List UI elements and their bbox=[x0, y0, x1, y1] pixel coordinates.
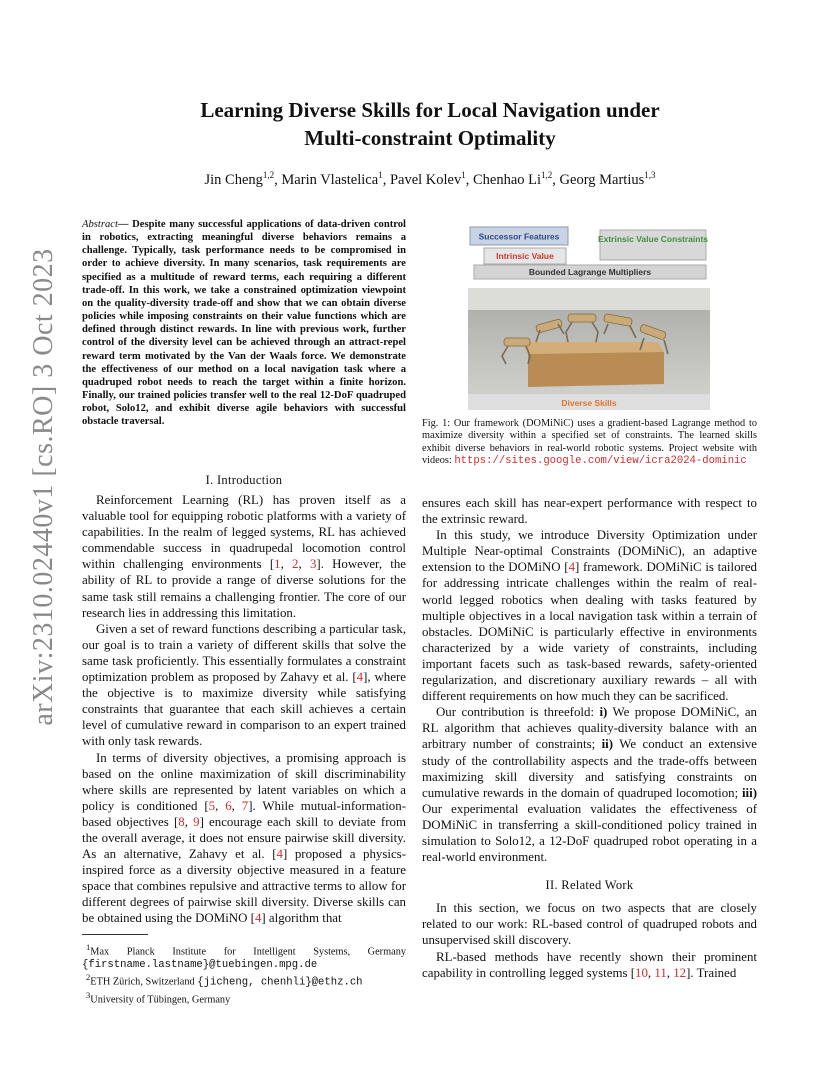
paragraph: RL-based methods have recently shown their prominent capability in controlling legged systems [10, 11, 12]. Trained bbox=[422, 949, 757, 980]
paper-title bbox=[100, 96, 760, 152]
photo-background-wall bbox=[468, 288, 710, 310]
intro-right-column bbox=[422, 495, 757, 981]
abstract-text: — Despite many successful applications of data-driven control in robotics, extracting meaningful diverse behaviors remains a challenge. Typically, task performance needs to be compromised in order to achieve diversity. In many scenarios, task requirements are specified as a multitude of reward terms, each requiring a different trade-off. In this work, we take a constrained optimization viewpoint on the quality-diversity trade-off and show that we can obtain diverse policies while imposing constraints on their value functions which are defined through distinct rewards. In line with previous work, further control of the diversity level can be achieved through an attract-repel reward term motivated by the Van der Waals force. We demonstrate the effectiveness of our method on a local navigation task where a quadruped robot needs to reach the target within a finite horizon. Finally, our trained policies transfer well to the real 12-DoF quadruped robot, Solo12, and exhibit diverse agile behaviors with successful obstacle traversal. bbox=[82, 219, 406, 428]
paragraph: In terms of diversity objectives, a promising approach is based on the online maximization of skill discriminability where skills are represented by latent variables on which a policy is conditioned [5, 6, 7]. While mutual-information-based objectives [8, 9] encourage each skill to deviate from the overall average, it does not ensure pairwise skill diversity. As an alternative, Zahavy et al. [4] proposed a physics-inspired force as a diversity objective measured in a feature space that combines repulsive and attractive terms to allow for different degrees of pairwise skill diversity. Diverse skills can be obtained using the DOMiNO [4] algorithm that bbox=[82, 750, 406, 926]
caption-text: Fig. 1: Our framework (DOMiNiC) uses a gradient-based Lagrange method to maximize diversity within a specified set of constraints. The learned skills exhibit diverse behaviors in real-world robotic systems. Project website with videos: bbox=[422, 418, 757, 467]
abstract-label: Abstract bbox=[82, 219, 118, 230]
extrinsic-value-label: Extrinsic Value Constraints bbox=[597, 234, 709, 244]
intrinsic-value-label: Intrinsic Value bbox=[496, 251, 554, 261]
section-heading-related-work: II. Related Work bbox=[545, 878, 634, 893]
obstacle-box-front bbox=[528, 352, 664, 387]
footnote-email: {jicheng, chenhli}@ethz.ch bbox=[197, 976, 363, 989]
author-affiliation: 1,2 bbox=[262, 170, 275, 180]
author-affiliation: 1,2 bbox=[541, 170, 553, 180]
author-list: Jin Cheng$^{1,2}$, Marin Vlastelica$^1$, Pavel Kolev$^1$, Chenhao Li$^{1,2}$, Georg Martius$^{1,3}$ bbox=[204, 170, 656, 188]
footnote-1: $^1$Max Planck Institute for Intelligent Systems, Germany {firstname.lastname}@tuebingen.mpg.de bbox=[82, 942, 406, 971]
section-heading-introduction: I. Introduction bbox=[205, 473, 283, 487]
author-name: Chenhao Li bbox=[472, 171, 542, 188]
lagrange-multipliers-label: Bounded Lagrange Multipliers bbox=[528, 267, 652, 277]
diverse-skills-label: Diverse Skills bbox=[561, 398, 617, 408]
figure-1 bbox=[464, 224, 714, 412]
paragraph: ensures each skill has near-expert performance with respect to the extrinsic reward. bbox=[422, 496, 757, 527]
footnote-rule bbox=[82, 934, 148, 935]
author-name: Georg Martius bbox=[559, 171, 645, 188]
figure-caption bbox=[422, 418, 757, 468]
author-affiliation: 1,3 bbox=[644, 170, 656, 180]
paragraph: Given a set of reward functions describing a particular task, our goal is to train a variety of different skills that solve the same task proficiently. This essentially formulates a constraint optimization problem as proposed by Zahavy et al. [4], where the objective is to maximize diversity while satisfying constraints that guarantee that each skill achieves a certain level of cumulative reward in comparison to an expert trained with only task rewards. bbox=[82, 621, 406, 749]
arxiv-identifier: arXiv:2310.02440v1 [cs.RO] 3 Oct 2023 bbox=[28, 248, 59, 726]
footnote-email: {firstname.lastname}@tuebingen.mpg.de bbox=[82, 958, 318, 971]
footnote-3: $^3$University of Tübingen, Germany bbox=[86, 990, 231, 1006]
author-affiliation: 1 bbox=[461, 170, 466, 180]
footnote-2: $^2$ETH Zürich, Switzerland {jicheng, chenhli}@ethz.ch bbox=[86, 972, 363, 989]
title-line-1: Learning Diverse Skills for Local Navigation under bbox=[200, 98, 660, 122]
paragraph: In this study, we introduce Diversity Optimization under Multiple Near-optimal Constraints (DOMiNiC), an adaptive extension to the DOMiNO [4] framework. DOMiNiC is tailored for addressing intricate challenges within the realm of real-world legged robotics when dealing with tasks featured by multiple objectives in a local navigation task within a terrain of obstacles. DOMiNiC is particularly effective in environments characterized by a wide variety of constraints, including important facets such as task-based rewards, safety-oriented regularization, and discretionary auxiliary rewards – all with different requirements on how much they can be sacrificed. bbox=[422, 528, 757, 704]
project-url-link[interactable]: https://sites.google.com/view/icra2024-dominic bbox=[454, 455, 747, 468]
author-affiliation: 1 bbox=[378, 170, 383, 180]
successor-features-label: Successor Features bbox=[478, 231, 560, 242]
paragraph: Reinforcement Learning (RL) has proven itself as a valuable tool for equipping robotic platforms with a variety of capabilities. In the realm of legged systems, RL has achieved commendable success in quadrupedal locomotion control within challenging environments [1, 2, 3]. However, the ability of RL to provide a range of diverse solutions for the same task still remains a challenging frontier. The core of our research lies in addressing this limitation. bbox=[82, 493, 407, 620]
footnotes bbox=[82, 941, 406, 1007]
author-name: Pavel Kolev bbox=[389, 171, 462, 188]
paragraph: In this section, we focus on two aspects that are closely related to our work: RL-based control of quadruped robots and unsupervised skill discovery. bbox=[422, 901, 757, 948]
paragraph: Our contribution is threefold: i) We propose DOMiNiC, an RL algorithm that achieves quality-diversity balance with an arbitrary number of constraints; ii) We conduct an extensive study of the controllability aspects and the trade-offs between maximizing skill diversity and satisfying constraints on cumulative rewards in the domain of quadruped locomotion; iii) Our experimental evaluation validates the effectiveness of DOMiNiC in transferring a skill-conditioned policy trained in simulation to Solo12, a 12-DoF quadruped robot operating in a real-world environment. bbox=[422, 705, 758, 865]
author-name: Marin Vlastelica bbox=[281, 171, 379, 188]
footnote-text: ETH Zürich, Switzerland bbox=[90, 976, 198, 988]
framework-diagram bbox=[464, 224, 714, 412]
author-name: Jin Cheng bbox=[204, 171, 263, 188]
title-line-2: Multi-constraint Optimality bbox=[304, 126, 556, 150]
intro-left-column bbox=[82, 492, 406, 927]
footnote-text: University of Tübingen, Germany bbox=[90, 994, 231, 1006]
footnote-text: Max Planck Institute for Intelligent Systems, Germany bbox=[90, 946, 406, 958]
abstract bbox=[82, 218, 406, 429]
